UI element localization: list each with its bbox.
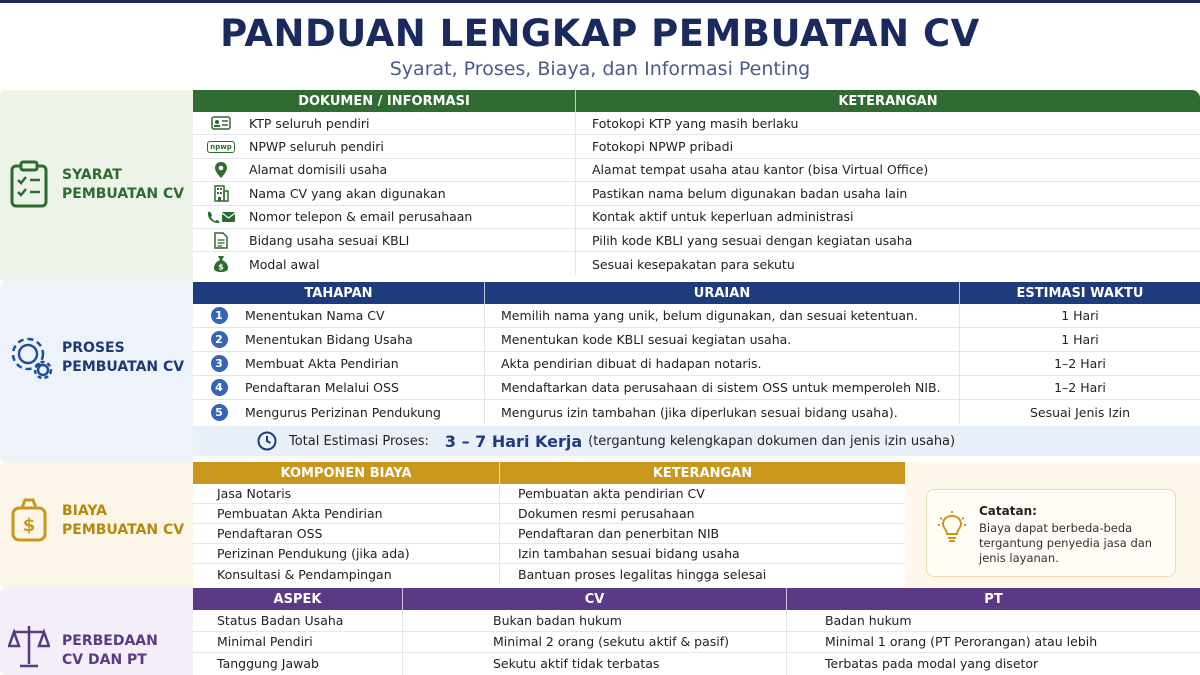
dollar-bag-icon <box>8 496 50 544</box>
table-row <box>193 328 1200 352</box>
section-perbedaan <box>0 588 1200 675</box>
money-bag-icon <box>213 255 229 273</box>
header-pt: PT <box>984 591 1003 607</box>
aspek-cell: Minimal Pendiri <box>193 632 403 653</box>
total-estimate-bar <box>193 426 1200 456</box>
total-estimate-value: 3 – 7 Hari Kerja <box>444 431 583 451</box>
ket-cell: Pendaftaran dan penerbitan NIB <box>518 526 720 541</box>
section-proses <box>0 282 1200 462</box>
table-row <box>193 304 1200 328</box>
table-row <box>193 632 1200 654</box>
ket-cell: Sesuai kesepakatan para sekutu <box>592 256 795 272</box>
uraian-cell: Menentukan kode KBLI sesuai kegiatan usaha. <box>485 328 960 351</box>
komponen-cell: Jasa Notaris <box>193 484 500 503</box>
total-estimate-note: (tergantung kelengkapan dokumen dan jenis izin usaha) <box>588 433 956 449</box>
syarat-table-body <box>193 112 1200 276</box>
ket-cell: Dokumen resmi perusahaan <box>518 506 695 521</box>
pt-cell: Badan hukum <box>825 612 912 628</box>
ket-cell: Fotokopi KTP yang masih berlaku <box>592 115 799 131</box>
svg-text:$: $ <box>218 262 224 272</box>
table-row <box>193 352 1200 376</box>
proses-table-body <box>193 304 1200 424</box>
ket-cell: Fotokopi NPWP pribadi <box>592 139 734 155</box>
phone-mail-icon <box>206 210 236 224</box>
table-row <box>193 206 1200 229</box>
tahapan-cell: Menentukan Bidang Usaha <box>245 328 485 351</box>
uraian-cell: Akta pendirian dibuat di hadapan notaris. <box>485 352 960 375</box>
estimasi-cell: 1–2 Hari <box>1054 380 1106 395</box>
table-row <box>193 229 1200 252</box>
ket-cell: Pilih kode KBLI yang sesuai dengan kegiatan usaha <box>592 232 913 248</box>
tahapan-cell: Pendaftaran Melalui OSS <box>245 376 485 399</box>
table-row <box>193 112 1200 135</box>
estimasi-cell: 1–2 Hari <box>1054 356 1106 371</box>
table-row <box>193 484 905 504</box>
pt-cell: Terbatas pada modal yang disetor <box>825 656 1039 672</box>
uraian-cell: Memilih nama yang unik, belum digunakan, dan sesuai ketentuan. <box>485 304 960 327</box>
total-estimate-label: Total Estimasi Proses: <box>289 433 429 449</box>
step-number-badge: 4 <box>211 379 228 396</box>
table-row <box>193 400 1200 424</box>
cv-cell: Bukan badan hukum <box>403 610 787 631</box>
id-card-icon <box>211 116 231 130</box>
syarat-section-label: SYARAT PEMBUATAN CV <box>62 167 185 202</box>
table-row <box>193 524 905 544</box>
doc-cell: Modal awal <box>249 252 576 275</box>
table-row <box>193 252 1200 275</box>
uraian-cell: Mengurus izin tambahan (jika diperlukan sesuai bidang usaha). <box>485 400 960 424</box>
proses-section-label: PROSES PEMBUATAN CV <box>62 340 185 375</box>
header-tahapan: TAHAPAN <box>193 282 485 304</box>
gears-icon <box>8 332 54 380</box>
header-komponen: KOMPONEN BIAYA <box>193 462 500 484</box>
step-number-badge: 5 <box>211 404 228 421</box>
ket-cell: Bantuan proses legalitas hingga selesai <box>518 566 767 582</box>
doc-cell: NPWP seluruh pendiri <box>249 135 576 157</box>
aspek-cell: Tanggung Jawab <box>193 653 403 675</box>
note-text: Biaya dapat berbeda-beda tergantung penyedia jasa dan jenis layanan. <box>979 521 1153 565</box>
estimasi-cell: 1 Hari <box>1061 332 1099 347</box>
doc-cell: Alamat domisili usaha <box>249 159 576 181</box>
map-pin-icon <box>214 161 228 179</box>
clipboard-checklist-icon <box>8 160 50 208</box>
ket-cell: Pastikan nama belum digunakan badan usaha lain <box>592 185 908 201</box>
perbedaan-section-label: PERBEDAAN CV DAN PT <box>62 633 158 668</box>
header-aspek: ASPEK <box>193 588 403 610</box>
step-number-badge: 2 <box>211 331 228 348</box>
svg-text:$: $ <box>22 515 36 536</box>
table-row <box>193 610 1200 632</box>
ket-cell: Alamat tempat usaha atau kantor (bisa Virtual Office) <box>592 162 929 178</box>
table-row <box>193 564 905 584</box>
page-subtitle: Syarat, Proses, Biaya, dan Informasi Penting <box>389 58 811 80</box>
lightbulb-icon <box>937 510 967 546</box>
tahapan-cell: Membuat Akta Pendirian <box>245 352 485 375</box>
note-title: Catatan: <box>979 504 1037 518</box>
doc-cell: KTP seluruh pendiri <box>249 112 576 134</box>
estimasi-cell: Sesuai Jenis Izin <box>1029 404 1131 420</box>
biaya-side-panel <box>0 462 193 588</box>
doc-cell: Nomor telepon & email perusahaan <box>249 206 576 228</box>
npwp-card-icon: npwp <box>207 141 234 153</box>
step-number-badge: 1 <box>211 307 228 324</box>
syarat-table-header <box>193 90 1200 112</box>
perbedaan-table-header <box>193 588 1200 610</box>
biaya-table-header <box>193 462 905 484</box>
aspek-cell: Status Badan Usaha <box>193 610 403 631</box>
biaya-section-label: BIAYA PEMBUATAN CV <box>62 503 185 538</box>
tahapan-cell: Menentukan Nama CV <box>245 304 485 327</box>
table-row <box>193 135 1200 158</box>
header-estimasi: ESTIMASI WAKTU <box>1016 285 1144 301</box>
header-dokumen: DOKUMEN / INFORMASI <box>193 90 576 112</box>
biaya-table-body <box>193 484 905 584</box>
page-title: PANDUAN LENGKAP PEMBUATAN CV <box>220 12 980 55</box>
header-keterangan: KETERANGAN <box>652 465 753 481</box>
building-icon <box>213 185 229 202</box>
scale-icon <box>8 622 50 670</box>
cv-cell: Sekutu aktif tidak terbatas <box>403 653 787 675</box>
clock-icon <box>257 431 277 451</box>
perbedaan-table-body <box>193 610 1200 675</box>
komponen-cell: Konsultasi & Pendampingan <box>193 564 500 584</box>
table-row <box>193 504 905 524</box>
section-syarat <box>0 90 1200 282</box>
step-number-badge: 3 <box>211 355 228 372</box>
document-icon <box>214 232 228 249</box>
table-row <box>193 159 1200 182</box>
uraian-cell: Mendaftarkan data perusahaan di sistem OSS untuk memperoleh NIB. <box>485 376 960 399</box>
proses-side-panel <box>0 282 193 462</box>
header-cv: CV <box>403 588 787 610</box>
ket-cell: Kontak aktif untuk keperluan administrasi <box>592 209 854 225</box>
komponen-cell: Pendaftaran OSS <box>193 524 500 543</box>
cv-cell: Minimal 2 orang (sekutu aktif & pasif) <box>403 632 787 653</box>
ket-cell: Pembuatan akta pendirian CV <box>518 486 705 501</box>
ket-cell: Izin tambahan sesuai bidang usaha <box>518 546 740 561</box>
syarat-side-panel <box>0 90 193 282</box>
proses-table-header <box>193 282 1200 304</box>
table-row <box>193 182 1200 205</box>
doc-cell: Bidang usaha sesuai KBLI <box>249 229 576 251</box>
table-row <box>193 653 1200 675</box>
doc-cell: Nama CV yang akan digunakan <box>249 182 576 204</box>
biaya-note-box <box>926 489 1176 577</box>
perbedaan-side-panel <box>0 588 193 675</box>
header-uraian: URAIAN <box>485 282 960 304</box>
tahapan-cell: Mengurus Perizinan Pendukung <box>245 400 485 424</box>
top-accent-bar <box>0 0 1200 3</box>
table-row <box>193 376 1200 400</box>
komponen-cell: Pembuatan Akta Pendirian <box>193 504 500 523</box>
komponen-cell: Perizinan Pendukung (jika ada) <box>193 544 500 563</box>
pt-cell: Minimal 1 orang (PT Perorangan) atau lebih <box>825 634 1098 650</box>
estimasi-cell: 1 Hari <box>1061 308 1099 323</box>
header-keterangan: KETERANGAN <box>838 93 938 109</box>
table-row <box>193 544 905 564</box>
